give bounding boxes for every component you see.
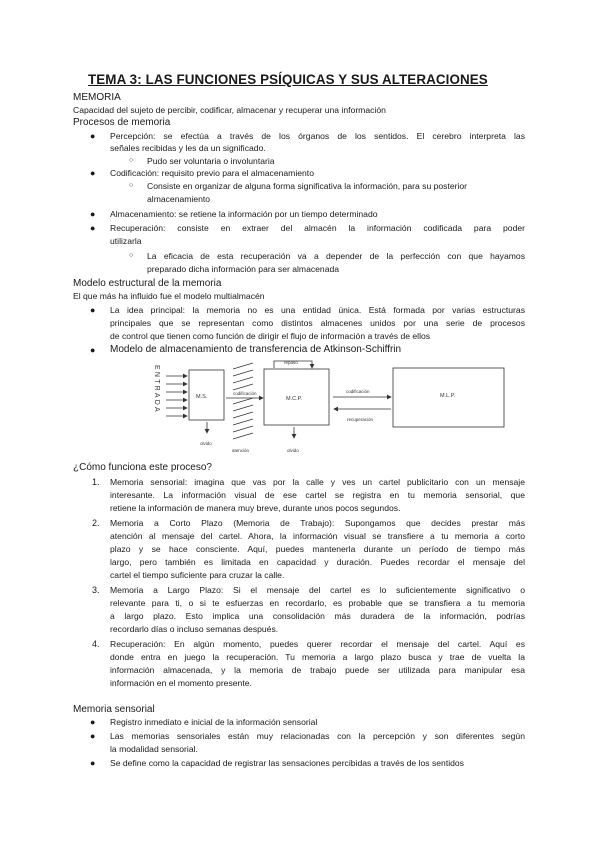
atkinson-item: Modelo de almacenamiento de transferencia de Atkinson-Schiffrin xyxy=(110,344,402,355)
bullet-icon: ● xyxy=(90,209,96,219)
bullet-icon: ● xyxy=(90,168,96,178)
step-1-line-3: retiene la información de manera muy breve, durante unos pocos segundos. xyxy=(110,503,401,513)
circle-bullet-icon: ○ xyxy=(129,157,134,164)
bullet-icon: ● xyxy=(90,223,96,233)
bullet-icon: ● xyxy=(90,345,96,355)
codificacion-item: Codificación: requisito previo para el almacenamiento xyxy=(110,168,314,178)
percepcion-sub: Pudo ser voluntaria o involuntaria xyxy=(147,156,275,166)
recuperacion-line-1: Recuperación: consiste en extraer del almacén la información codificada para poder xyxy=(110,223,525,233)
step-number: 1. xyxy=(92,477,100,487)
sensorial-heading: Memoria sensorial xyxy=(73,704,155,715)
bullet-icon: ● xyxy=(90,305,96,315)
step-3-line-4: recordarlo días o incluso semanas después. xyxy=(110,624,279,634)
step-2-line-3: plazo y se hace consciente. Aquí, puedes mantenerla durante un período de tiempo más xyxy=(110,544,525,554)
recuperacion-line-2: utilizarla xyxy=(110,236,142,246)
idea-line-3: de control que tienen como función de dirigir el flujo de información a través de ellos xyxy=(110,331,431,341)
step-2-line-1: Memoria a Corto Plazo (Memoria de Trabajo): Supongamos que decides prestar más xyxy=(110,518,525,528)
step-4-line-2: donde entra en juego la recuperación. Tu memoria a largo plazo busca y trae de vuelta la xyxy=(110,652,525,662)
memoria-definition: Capacidad del sujeto de percibir, codificar, almacenar y recuperar una información xyxy=(73,105,386,115)
step-4-line-3: información almacenada, y la memoria de trabajo puede ser utilizada para manipular esa xyxy=(110,665,525,675)
page-title: TEMA 3: LAS FUNCIONES PSÍQUICAS Y SUS ALTERACIONES xyxy=(88,72,488,87)
repaso-label: repaso xyxy=(284,360,298,365)
bullet-icon: ● xyxy=(90,758,96,768)
almacenamiento-item: Almacenamiento: se retiene la información por un tiempo determinado xyxy=(110,209,378,219)
step-4-line-4: información en el momento presente. xyxy=(110,678,252,688)
attention-filter xyxy=(233,363,253,439)
ms-label: M.S. xyxy=(196,394,208,400)
mcp-label: M.C.P. xyxy=(286,396,303,402)
step-3-line-3: a largo plazo. Esto implica una consolidación más duradera de la información, podrías xyxy=(110,611,525,621)
step-2-line-2: atención al mensaje del cartel. Ahora, la información visual se transfiere a tu memoria a corto xyxy=(110,531,525,541)
sensorial-item-1: Registro inmediato e inicial de la información sensorial xyxy=(110,717,318,727)
olvido-label-1: olvido xyxy=(200,441,212,446)
recuperacion-sub-line-1: La eficacia de esta recuperación va a depender de la perfección con que hayamos xyxy=(147,251,525,261)
circle-bullet-icon: ○ xyxy=(129,182,134,189)
procesos-heading: Procesos de memoria xyxy=(73,117,171,128)
bullet-icon: ● xyxy=(90,717,96,727)
modelo-intro: El que más ha influido fue el modelo multialmacén xyxy=(73,291,265,301)
circle-bullet-icon: ○ xyxy=(129,252,134,259)
bullet-icon: ● xyxy=(90,131,96,141)
step-4-line-1: Recuperación: En algún momento, puedes querer recordar el mensaje del cartel. Aquí es xyxy=(110,639,525,649)
codificacion-sub-line-2: almacenamiento xyxy=(147,194,211,204)
step-3-line-1: Memoria a Largo Plazo: Si el mensaje del cartel es lo suficientemente significativo o xyxy=(110,585,525,595)
idea-line-2: principales que se representan como distintos almacenes unidos por una serie de procesos xyxy=(110,318,525,328)
step-1-line-2: interesante. La información visual de ese cartel se registra en tu memoria sensorial, que xyxy=(110,490,525,500)
recuperacion-label: recuperación xyxy=(347,417,374,422)
codificacion-sub-line-1: Consiste en organizar de alguna forma significativa la información, para su posterior xyxy=(147,181,468,191)
codificacion-label-1: codificación xyxy=(233,391,257,396)
percepcion-line-1: Percepción: se efectúa a través de los órganos de los sentidos. El cerebro interpreta las xyxy=(110,131,525,141)
step-number: 4. xyxy=(92,639,100,649)
olvido-label-2: olvido xyxy=(287,448,299,453)
step-number: 3. xyxy=(92,585,100,595)
percepcion-line-2: señales recibidas y les da un significado. xyxy=(110,143,266,153)
step-3-line-2: relevante para ti, o si te esfuerzas en recordarlo, es probable que se transfiera a tu memoria xyxy=(110,598,525,608)
codificacion-label-2: codificación xyxy=(346,389,370,394)
sensorial-item-2-line-2: la modalidad sensorial. xyxy=(110,744,198,754)
recuperacion-sub-line-2: preparado dicha información para ser almacenada xyxy=(147,264,340,274)
sensorial-item-2-line-1: Las memorias sensoriales están muy relacionadas con la percepción y son diferentes según xyxy=(110,731,525,741)
input-arrows xyxy=(166,376,187,416)
modelo-heading: Modelo estructural de la memoria xyxy=(73,278,222,289)
sensorial-item-3: Se define como la capacidad de registrar las sensaciones percibidas a través de los sentidos xyxy=(110,758,464,768)
step-2-line-4: largo, pero también es limitada en capacidad y duración. Puedes recordar el mensaje del xyxy=(110,557,525,567)
mlp-label: M.L.P. xyxy=(440,393,456,399)
idea-line-1: La idea principal: la memoria no es una entidad única. Está formada por varias estructuras xyxy=(110,305,525,315)
step-number: 2. xyxy=(92,518,100,528)
bullet-icon: ● xyxy=(90,731,96,741)
step-2-line-5: cartel el tiempo suficiente para cruzar la calle. xyxy=(110,570,285,580)
section-heading-memoria: MEMORIA xyxy=(73,92,121,103)
atencion-label: atención xyxy=(232,448,250,453)
entrada-label: ENTRADA xyxy=(153,365,160,414)
como-heading: ¿Cómo funciona este proceso? xyxy=(73,462,212,473)
step-1-line-1: Memoria sensorial: imagina que vas por la calle y ves un cartel publicitario con un mensaje xyxy=(110,477,525,487)
